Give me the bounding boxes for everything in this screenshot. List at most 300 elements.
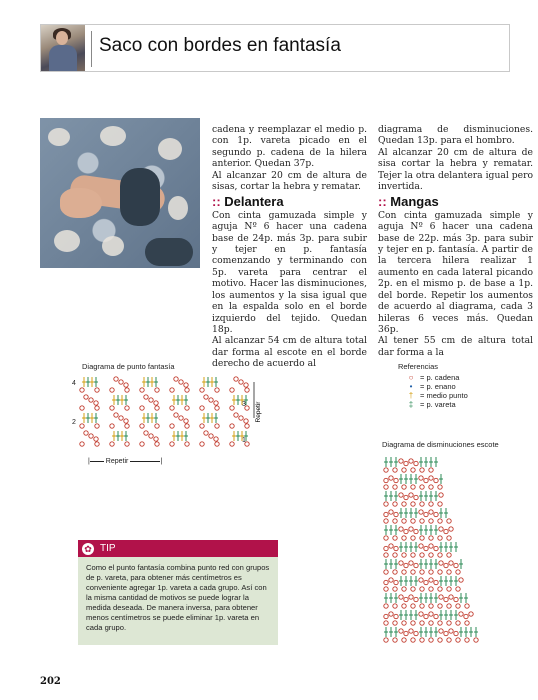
chain-stitch-mark [234, 413, 238, 417]
chain-stitch-mark [155, 388, 159, 392]
chain-stitch-mark [424, 478, 428, 482]
chain-stitch-mark [394, 546, 398, 550]
chain-stitch-mark [399, 595, 403, 599]
reference-item [404, 382, 468, 391]
chain-stitch-mark [456, 587, 460, 591]
chain-stitch-mark [456, 638, 460, 642]
chain-stitch-mark [389, 510, 393, 514]
chain-stitch-mark [404, 495, 408, 499]
chain-stitch-mark [449, 629, 453, 633]
chain-stitch-mark [459, 578, 463, 582]
chain-stitch-mark [438, 485, 442, 489]
chain-stitch-mark [409, 629, 413, 633]
chain-stitch-mark [179, 380, 183, 384]
chain-stitch-mark [459, 612, 463, 616]
chain-stitch-mark [402, 604, 406, 608]
chain-stitch-mark [184, 419, 188, 423]
chain-stitch-mark [149, 398, 153, 402]
chain-stitch-mark [429, 476, 433, 480]
chain-stitch-mark [244, 383, 248, 387]
chain-stitch-mark [414, 563, 418, 567]
paragraph: Al tener 55 cm de altura total dar forma a la [378, 335, 533, 358]
reference-label: = p. enano [420, 382, 456, 391]
chain-stitch-mark [411, 536, 415, 540]
chain-stitch-mark [119, 416, 123, 420]
chain-stitch-mark [429, 570, 433, 574]
chain-stitch-mark [384, 553, 388, 557]
chain-stitch-mark [393, 553, 397, 557]
paragraph: Con cinta gamuzada simple y aguja Nº 6 hacer una cadena base de 22p. más 3p. para subir y tejer en p. fantasía. A partir de la tercera hilera realizar 1 aumento en cada lateral picando 2p. en el mismo p. de base a 1p. del borde. Repetir los aumentos de acuerdo al diagrama, cada 3 hileras 6 veces más. Quedan 36p. [378, 209, 533, 335]
chain-stitch-mark [124, 383, 128, 387]
paragraph: Al alcanzar 54 cm de altura total dar forma al escote en el borde derecho de acuerdo al [212, 335, 367, 370]
chain-stitch-mark [230, 406, 234, 410]
page-number: 202 [40, 676, 61, 687]
chain-stitch-mark [204, 395, 208, 399]
chain-stitch-mark [214, 437, 218, 441]
repeat-label-bottom: | Repetir | [88, 458, 163, 465]
chain-stitch-mark [399, 629, 403, 633]
chain-stitch-mark [420, 536, 424, 540]
diagram-fantasia-title: Diagrama de punto fantasía [82, 362, 175, 371]
chain-stitch-mark [84, 431, 88, 435]
chain-stitch-mark [402, 502, 406, 506]
chain-stitch-mark [384, 502, 388, 506]
chain-stitch-mark [394, 614, 398, 618]
chain-stitch-mark [140, 442, 144, 446]
header-divider [91, 31, 92, 67]
chain-stitch-mark [439, 493, 443, 497]
paragraph: Al alcanzar 20 cm de altura de sisa cortar la hebra y rematar. Tejer la otra delantera igual pero invertida. [378, 146, 533, 193]
chain-stitch-mark [411, 587, 415, 591]
chain-stitch-mark [170, 406, 174, 410]
chain-stitch-mark [174, 413, 178, 417]
chain-stitch-mark [424, 580, 428, 584]
chain-stitch-mark [465, 638, 469, 642]
chain-stitch-mark [170, 442, 174, 446]
chain-stitch-mark [411, 468, 415, 472]
flower-icon: ✿ [82, 543, 94, 555]
chain-stitch-mark [469, 612, 473, 616]
chain-stitch-mark [429, 587, 433, 591]
chain-stitch-mark [125, 442, 129, 446]
chain-stitch-mark [185, 424, 189, 428]
chain-stitch-mark [204, 431, 208, 435]
section-heading-delantera: :: Delantera [212, 194, 284, 210]
chain-stitch-mark [402, 587, 406, 591]
chain-stitch-mark [411, 570, 415, 574]
chain-stitch-mark [438, 621, 442, 625]
chain-stitch-mark [434, 512, 438, 516]
chain-stitch-mark [411, 638, 415, 642]
chain-stitch-mark [429, 544, 433, 548]
chain-stitch-mark [444, 563, 448, 567]
paragraph: Al alcanzar 20 cm de altura de sisas, cortar la hebra y rematar. [212, 169, 367, 193]
chain-stitch-mark [125, 406, 129, 410]
chain-stitch-mark [447, 519, 451, 523]
chain-stitch-mark [429, 519, 433, 523]
chain-stitch-mark [414, 529, 418, 533]
chain-stitch-mark [411, 621, 415, 625]
chain-stitch-mark [439, 629, 443, 633]
chain-stitch-mark [420, 587, 424, 591]
chain-stitch-mark [214, 401, 218, 405]
chain-stitch-mark [95, 442, 99, 446]
chain-stitch-mark [154, 401, 158, 405]
chain-stitch-mark [429, 485, 433, 489]
garment-photo [40, 118, 200, 268]
chain-stitch-mark [439, 561, 443, 565]
chain-stitch-mark [399, 459, 403, 463]
chain-stitch-mark [179, 416, 183, 420]
chain-stitch-mark [414, 597, 418, 601]
reference-label: = p. cadena [420, 373, 460, 382]
chain-stitch-mark [389, 612, 393, 616]
chain-stitch-mark [384, 587, 388, 591]
chain-stitch-mark [409, 595, 413, 599]
chain-stitch-mark [384, 512, 388, 516]
chain-stitch-mark [420, 485, 424, 489]
chain-stitch-mark [439, 595, 443, 599]
chain-stitch-mark [420, 553, 424, 557]
chain-stitch-mark [447, 536, 451, 540]
chain-stitch-mark [420, 638, 424, 642]
chain-stitch-mark [170, 388, 174, 392]
chain-stitch-mark [419, 510, 423, 514]
stitch-symbol: ○ [408, 373, 414, 382]
chain-stitch-mark [444, 631, 448, 635]
chain-stitch-mark [393, 621, 397, 625]
chain-stitch-mark [185, 442, 189, 446]
chain-stitch-mark [424, 512, 428, 516]
chain-stitch-mark [438, 519, 442, 523]
chain-stitch-mark [402, 485, 406, 489]
tip-header [78, 540, 278, 557]
chain-stitch-mark [393, 519, 397, 523]
chain-stitch-mark [444, 597, 448, 601]
reference-item [404, 373, 468, 382]
chain-stitch-mark [419, 544, 423, 548]
tip-text: Como el punto fantasía combina punto red con grupos de p. vareta, para obtener más centímetros es conveniente agregar 1p. vareta a cada grupo. Así con la misma cantidad de motivos se puede lograr la medida deseada. De manera inversa, para obtener menos centímetros se puede eliminar 1p. vareta en cada grupo. [78, 557, 278, 645]
chain-stitch-mark [404, 563, 408, 567]
chain-stitch-mark [404, 461, 408, 465]
chain-stitch-mark [200, 388, 204, 392]
chain-stitch-mark [420, 502, 424, 506]
chain-stitch-mark [420, 570, 424, 574]
chain-stitch-mark [414, 631, 418, 635]
chain-stitch-mark [393, 485, 397, 489]
stitch-symbol: † [408, 391, 414, 400]
chain-stitch-mark [384, 580, 388, 584]
chain-stitch-mark [110, 442, 114, 446]
chain-stitch-mark [125, 424, 129, 428]
chain-stitch-mark [434, 614, 438, 618]
chain-stitch-mark [80, 424, 84, 428]
chain-stitch-mark [420, 621, 424, 625]
heading-marker: :: [212, 194, 221, 210]
chain-stitch-mark [389, 578, 393, 582]
chain-stitch-mark [404, 597, 408, 601]
chain-stitch-mark [184, 383, 188, 387]
chain-stitch-mark [389, 544, 393, 548]
chain-stitch-mark [449, 527, 453, 531]
chain-stitch-mark [215, 406, 219, 410]
chain-stitch-mark [230, 388, 234, 392]
chain-stitch-mark [429, 553, 433, 557]
chain-stitch-mark [444, 529, 448, 533]
chain-stitch-mark [414, 461, 418, 465]
chain-stitch-mark [80, 406, 84, 410]
tip-box [78, 540, 278, 645]
chain-stitch-mark [411, 485, 415, 489]
repeat-label-side: Repetir [255, 401, 262, 423]
chain-stitch-mark [438, 587, 442, 591]
chain-stitch-mark [215, 388, 219, 392]
chain-stitch-mark [429, 621, 433, 625]
references-title: Referencias [398, 362, 439, 371]
chain-stitch-mark [94, 437, 98, 441]
chain-stitch-mark [449, 561, 453, 565]
section-heading-mangas: :: Mangas [378, 194, 439, 210]
chain-stitch-mark [230, 442, 234, 446]
chain-stitch-mark [384, 621, 388, 625]
chain-stitch-mark [149, 434, 153, 438]
chain-stitch-mark [89, 398, 93, 402]
chain-stitch-mark [239, 380, 243, 384]
chain-stitch-mark [439, 527, 443, 531]
chain-stitch-mark [185, 388, 189, 392]
chain-stitch-mark [80, 388, 84, 392]
chain-stitch-mark [119, 380, 123, 384]
diagram-escote-title: Diagrama de disminuciones escote [382, 440, 499, 449]
paragraph: cadena y reemplazar el medio p. con 1p. vareta picado en el segundo p. cadena de la hilera anterior. Quedan 37p. [212, 124, 367, 170]
chain-stitch-mark [447, 621, 451, 625]
chain-stitch-mark [155, 406, 159, 410]
chain-stitch-mark [438, 536, 442, 540]
chain-stitch-mark [429, 578, 433, 582]
chain-stitch-mark [404, 529, 408, 533]
chain-stitch-mark [438, 553, 442, 557]
heading-marker: :: [378, 194, 387, 210]
chain-stitch-mark [429, 604, 433, 608]
chain-stitch-mark [414, 495, 418, 499]
chain-stitch-mark [419, 476, 423, 480]
chain-stitch-mark [429, 638, 433, 642]
chain-stitch-mark [114, 377, 118, 381]
chain-stitch-mark [384, 638, 388, 642]
chain-stitch-mark [402, 638, 406, 642]
chain-stitch-mark [402, 519, 406, 523]
chain-stitch-mark [215, 442, 219, 446]
chain-stitch-mark [411, 553, 415, 557]
page-header [40, 24, 510, 72]
reference-label: = p. vareta [420, 400, 456, 409]
chain-stitch-mark [394, 478, 398, 482]
chart-label: 4 [72, 380, 76, 387]
reference-item [404, 391, 468, 400]
chain-stitch-mark [384, 519, 388, 523]
chain-stitch-mark [419, 578, 423, 582]
text-column-1 [212, 124, 367, 370]
chain-stitch-mark [429, 468, 433, 472]
chain-stitch-mark [114, 413, 118, 417]
chain-stitch-mark [447, 587, 451, 591]
chain-stitch-mark [409, 527, 413, 531]
chain-stitch-mark [456, 570, 460, 574]
chain-stitch-mark [429, 536, 433, 540]
chain-stitch-mark [94, 401, 98, 405]
references-legend [398, 362, 468, 409]
chain-stitch-mark [200, 406, 204, 410]
chain-stitch-mark [465, 604, 469, 608]
chain-stitch-mark [209, 434, 213, 438]
chain-stitch-mark [393, 638, 397, 642]
chain-stitch-mark [185, 406, 189, 410]
chain-stitch-mark [454, 563, 458, 567]
chain-stitch-mark [434, 478, 438, 482]
chart-label: 3 [242, 401, 246, 408]
paragraph: diagrama de disminuciones. Quedan 13p. para el hombro. [378, 124, 533, 147]
chain-stitch-mark [124, 419, 128, 423]
chain-stitch-mark [234, 377, 238, 381]
chain-stitch-mark [110, 424, 114, 428]
chain-stitch-mark [424, 614, 428, 618]
chain-stitch-mark [230, 424, 234, 428]
chain-stitch-mark [154, 437, 158, 441]
chain-stitch-mark [402, 468, 406, 472]
chain-stitch-mark [84, 395, 88, 399]
chain-stitch-mark [409, 459, 413, 463]
chain-stitch-mark [429, 612, 433, 616]
chain-stitch-mark [170, 424, 174, 428]
chain-stitch-mark [447, 570, 451, 574]
chain-stitch-mark [456, 604, 460, 608]
chain-stitch-mark [411, 502, 415, 506]
chain-stitch-mark [411, 519, 415, 523]
chain-stitch-mark [411, 604, 415, 608]
chain-stitch-mark [125, 388, 129, 392]
stitch-symbol: • [409, 382, 413, 391]
chain-stitch-mark [449, 595, 453, 599]
chain-stitch-mark [438, 502, 442, 506]
chain-stitch-mark [144, 431, 148, 435]
chain-stitch-mark [434, 546, 438, 550]
chain-stitch-mark [402, 553, 406, 557]
chain-stitch-mark [399, 493, 403, 497]
chain-stitch-mark [438, 570, 442, 574]
chain-stitch-mark [394, 580, 398, 584]
chain-stitch-mark [394, 512, 398, 516]
chain-stitch-mark [245, 388, 249, 392]
chain-stitch-mark [389, 476, 393, 480]
chain-stitch-mark [393, 570, 397, 574]
chain-stitch-mark [429, 502, 433, 506]
chain-stitch-mark [465, 621, 469, 625]
chain-stitch-mark [393, 536, 397, 540]
chain-stitch-mark [409, 561, 413, 565]
chain-stitch-mark [209, 398, 213, 402]
chain-stitch-mark [393, 587, 397, 591]
chain-stitch-mark [447, 553, 451, 557]
chain-stitch-mark [95, 406, 99, 410]
stitch-chart-escote [378, 452, 518, 652]
chain-stitch-mark [404, 631, 408, 635]
chain-stitch-mark [447, 638, 451, 642]
chain-stitch-mark [434, 580, 438, 584]
chain-stitch-mark [140, 406, 144, 410]
chain-stitch-mark [384, 546, 388, 550]
header-thumbnail [41, 25, 85, 71]
chain-stitch-mark [110, 406, 114, 410]
chain-stitch-mark [144, 395, 148, 399]
chain-stitch-mark [95, 388, 99, 392]
paragraph: Con cinta gamuzada simple y aguja Nº 6 hacer una cadena base de 24p. más 3p. para subir y tejer en p. fantasía comenzando y terminando con 5p. vareta para centrar el motivo. Hacer las disminuciones, los aumentos y la sisa igual que en la espalda solo en el borde izquierdo del tejido. Quedan 18p. [212, 209, 367, 335]
chain-stitch-mark [110, 388, 114, 392]
chain-stitch-mark [419, 612, 423, 616]
chain-stitch-mark [245, 424, 249, 428]
stitch-symbol: ‡ [408, 400, 414, 409]
chain-stitch-mark [420, 604, 424, 608]
chain-stitch-mark [244, 419, 248, 423]
chain-stitch-mark [384, 536, 388, 540]
chain-stitch-mark [402, 570, 406, 574]
chain-stitch-mark [429, 510, 433, 514]
stitch-chart-fantasia [68, 372, 268, 472]
chain-stitch-mark [174, 377, 178, 381]
chain-stitch-mark [155, 424, 159, 428]
chain-stitch-mark [95, 424, 99, 428]
chart-label: 2 [72, 419, 76, 426]
chain-stitch-mark [456, 621, 460, 625]
chain-stitch-mark [420, 519, 424, 523]
tip-label: TIP [100, 543, 116, 554]
chain-stitch-mark [384, 604, 388, 608]
chart-label: 1 [242, 437, 246, 444]
chain-stitch-mark [384, 485, 388, 489]
chain-stitch-mark [438, 604, 442, 608]
chain-stitch-mark [409, 493, 413, 497]
chain-stitch-mark [424, 546, 428, 550]
chain-stitch-mark [155, 442, 159, 446]
chain-stitch-mark [215, 424, 219, 428]
chain-stitch-mark [399, 527, 403, 531]
chain-stitch-mark [393, 468, 397, 472]
chain-stitch-mark [454, 631, 458, 635]
chain-stitch-mark [447, 604, 451, 608]
chain-stitch-mark [402, 621, 406, 625]
chain-stitch-mark [384, 478, 388, 482]
chain-stitch-mark [140, 424, 144, 428]
chain-stitch-mark [239, 416, 243, 420]
chain-stitch-mark [454, 597, 458, 601]
chain-stitch-mark [89, 434, 93, 438]
page-title: Saco con bordes en fantasía [99, 35, 341, 56]
chain-stitch-mark [200, 424, 204, 428]
chain-stitch-mark [200, 442, 204, 446]
chain-stitch-mark [438, 638, 442, 642]
text-column-2 [378, 124, 533, 358]
chain-stitch-mark [402, 536, 406, 540]
reference-item [404, 400, 468, 409]
chain-stitch-mark [464, 614, 468, 618]
chain-stitch-mark [393, 604, 397, 608]
chain-stitch-mark [420, 468, 424, 472]
chain-stitch-mark [474, 638, 478, 642]
chain-stitch-mark [80, 442, 84, 446]
chain-stitch-mark [384, 614, 388, 618]
chain-stitch-mark [384, 570, 388, 574]
reference-label: = medio punto [420, 391, 468, 400]
chain-stitch-mark [399, 561, 403, 565]
